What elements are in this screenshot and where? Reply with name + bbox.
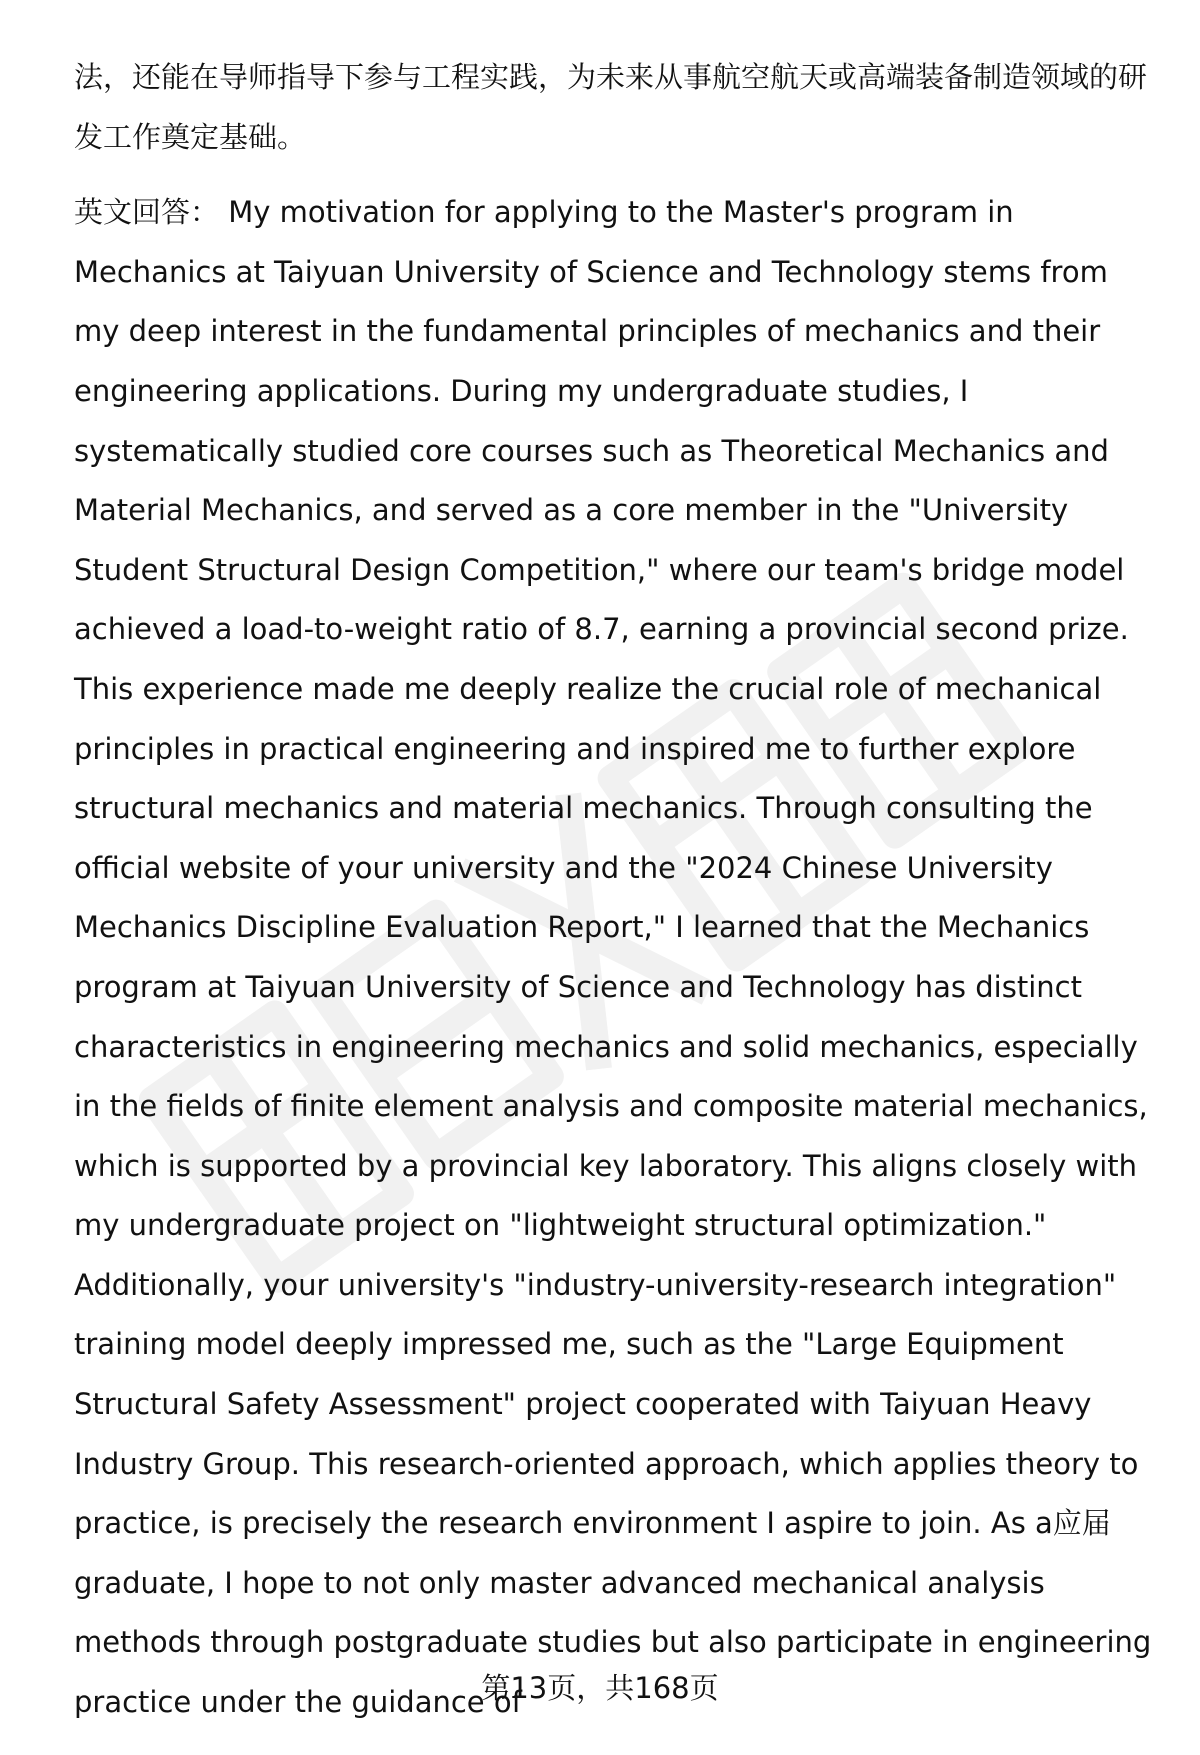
english-answer-paragraph xyxy=(74,183,1154,1732)
page-indicator: 第13页，共168页 xyxy=(481,1671,719,1705)
chinese-paragraph: 法，还能在导师指导下参与工程实践，为未来从事航空航天或高端装备制造领域的研发工作奠定基础。 xyxy=(74,60,1148,154)
answer-text: My motivation for applying to the Master's program in Mechanics at Taiyuan University of Science and Technology stems from my deep interest in the fundamental principles of mechanics and their engineering applications. During my undergraduate studies, I systematically studied core courses such as Theoretical Mechanics and Material Mechanics, and served as a core member in the "University Student Structural Design Competition," where our team's bridge model achieved a load-to-weight ratio of 8.7, earning a provincial second prize. This experience made me deeply realize the crucial role of mechanical principles in practical engineering and inspired me to further explore structural mechanics and material mechanics. Through consulting the official website of your university and the "2024 Chinese University Mechanics Discipline Evaluation Report," I learned that the Mechanics program at Taiyuan University of Science and Technology has distinct characteristics in engineering mechanics and solid mechanics, especially in the fields of finite element analysis and composite material mechanics, which is supported by a provincial key laboratory. This aligns closely with my undergraduate project on "lightweight structural optimization." Additionally, your university's "industry-university-research integration" training model deeply impressed me, such as the "Large Equipment Structural Safety Assessment" project cooperated with Taiyuan Heavy Industry Group. This research-oriented approach, which applies theory to practice, is precisely the research environment I aspire to join. As a应届 graduate, I hope to not only master advanced mechanical analysis methods through postgraduate studies but also participate in engineering practice under the guidance of xyxy=(74,195,1152,1720)
document-page xyxy=(74,48,1154,1733)
answer-label: 英文回答： xyxy=(74,195,220,230)
